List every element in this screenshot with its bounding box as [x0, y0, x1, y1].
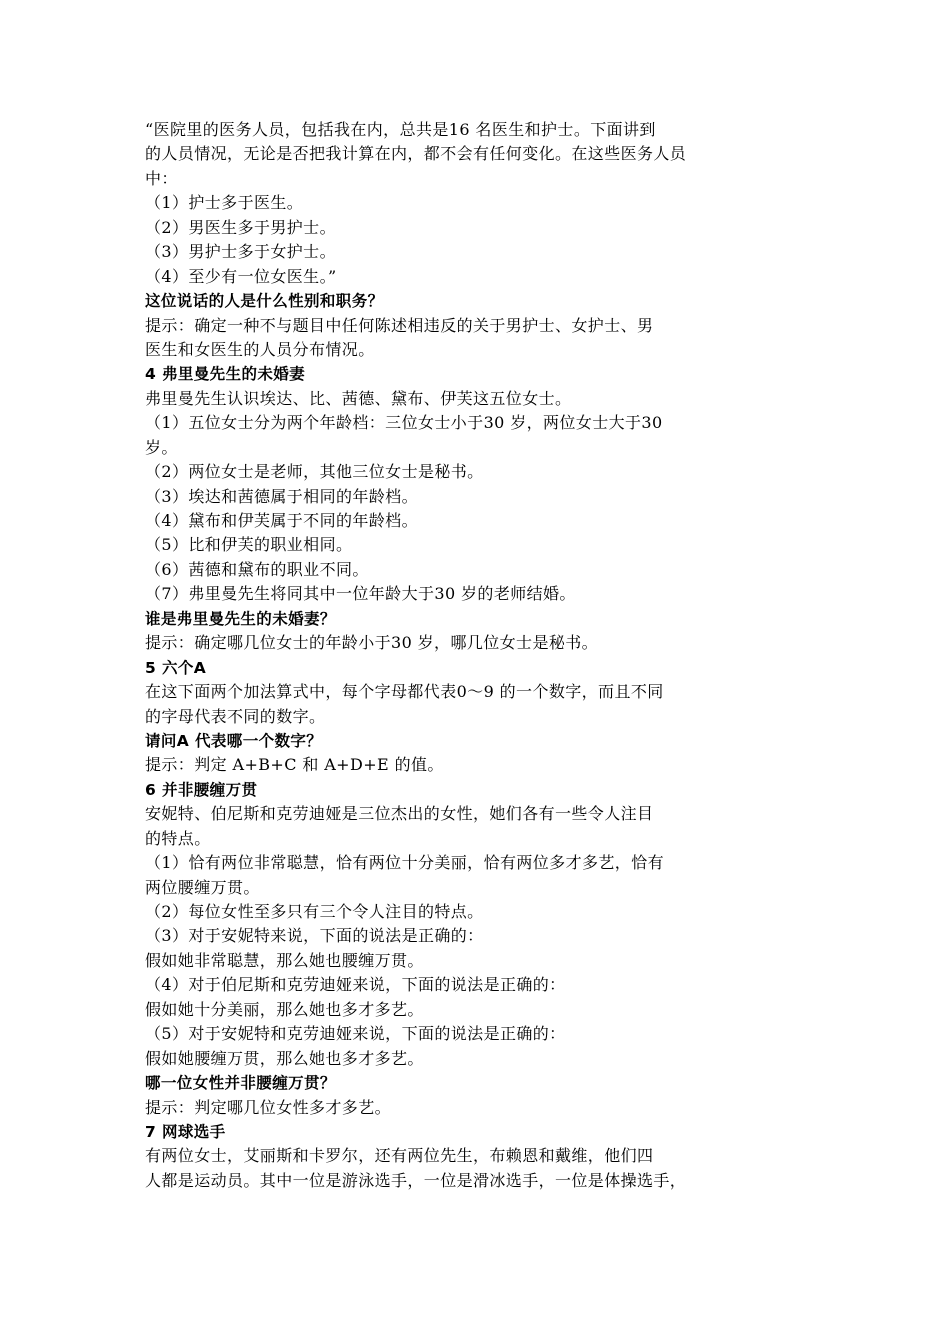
text-line: 假如她腰缠万贯，那么她也多才多艺。 [145, 1048, 424, 1068]
text-line: （4）对于伯尼斯和克劳迪娅来说，下面的说法是正确的： [145, 975, 566, 995]
text-line: 的人员情况，无论是否把我计算在内，都不会有任何变化。在这些医务人员 [145, 144, 687, 164]
text-line: （5）对于安妮特和克劳迪娅来说，下面的说法是正确的： [145, 1024, 566, 1044]
text-line: （2）每位女性至多只有三个令人注目的特点。 [145, 902, 484, 921]
text-line: （1）恰有两位非常聪慧，恰有两位十分美丽，恰有两位多才多艺，恰有 [145, 853, 664, 873]
text-line: （2）男医生多于男护士。 [145, 217, 336, 237]
text-line: （7）弗里曼先生将同其中一位年龄大于30 岁的老师结婚。 [145, 584, 576, 604]
text-line: 岁。 [145, 437, 178, 457]
text-line: 的特点。 [145, 828, 211, 848]
text-line: 人都是运动员。其中一位是游泳选手，一位是滑冰选手，一位是体操选手， [145, 1170, 687, 1190]
text-line: （1）五位女士分为两个年龄档：三位女士小于30 岁，两位女士大于30 [145, 413, 663, 433]
text-line: （4）至少有一位女医生。” [145, 266, 337, 286]
section-heading-line: 这位说话的人是什么性别和职务？ [145, 292, 384, 311]
section-heading-line: 5 六个A [145, 658, 207, 677]
section-heading-line: 4 弗里曼先生的未婚妻 [145, 365, 306, 384]
text-line: （3）男护士多于女护士。 [145, 242, 336, 262]
section-heading-line: 6 并非腰缠万贯 [145, 780, 258, 799]
text-line: （2）两位女士是老师，其他三位女士是秘书。 [145, 462, 484, 482]
text-line: （5）比和伊芙的职业相同。 [145, 535, 353, 555]
text-line: 安妮特、伯尼斯和克劳迪娅是三位杰出的女性，她们各有一些令人注目 [145, 804, 654, 824]
text-line: “医院里的医务人员，包括我在内，总共是16 名医生和护士。下面讲到 [145, 120, 656, 139]
text-line: 提示：确定哪几位女士的年龄小于30 岁，哪几位女士是秘书。 [145, 633, 599, 653]
text-line: 提示：判定哪几位女性多才多艺。 [145, 1097, 392, 1117]
text-line: 两位腰缠万贯。 [145, 877, 260, 897]
text-line: 医生和女医生的人员分布情况。 [145, 339, 375, 359]
document-text-body [145, 118, 785, 1193]
text-line: （4）黛布和伊芙属于不同的年龄档。 [145, 511, 418, 530]
text-line: 提示：确定一种不与题目中任何陈述相违反的关于男护士、女护士、男 [145, 315, 654, 335]
text-line: 假如她非常聪慧，那么她也腰缠万贯。 [145, 950, 424, 970]
text-line: 弗里曼先生认识埃达、比、茜德、黛布、伊芙这五位女士。 [145, 388, 572, 408]
section-heading-line: 7 网球选手 [145, 1122, 226, 1141]
text-line: （6）茜德和黛布的职业不同。 [145, 559, 369, 579]
text-line: 在这下面两个加法算式中，每个字母都代表0～9 的一个数字，而且不同 [145, 682, 664, 702]
text-line: （3）对于安妮特来说，下面的说法是正确的： [145, 926, 484, 946]
section-heading-line: 谁是弗里曼先生的未婚妻？ [145, 609, 336, 628]
section-heading-line: 哪一位女性并非腰缠万贯？ [145, 1074, 336, 1093]
text-line: 中： [145, 168, 178, 188]
text-line: 的字母代表不同的数字。 [145, 706, 326, 726]
text-line: 有两位女士，艾丽斯和卡罗尔，还有两位先生，布赖恩和戴维，他们四 [145, 1146, 654, 1166]
text-line: （3）埃达和茜德属于相同的年龄档。 [145, 486, 418, 506]
text-line: （1）护士多于医生。 [145, 193, 304, 213]
text-line: 提示：判定 A+B+C 和 A+D+E 的值。 [145, 755, 444, 775]
text-line: 假如她十分美丽，那么她也多才多艺。 [145, 999, 424, 1019]
section-heading-line: 请问A 代表哪一个数字？ [145, 731, 323, 750]
